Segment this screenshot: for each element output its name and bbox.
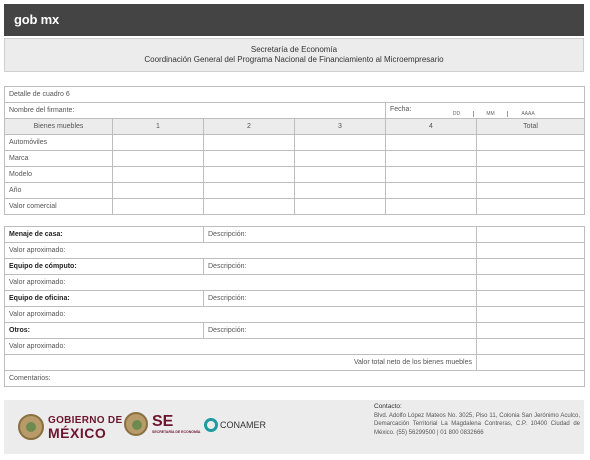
header-secretaria: Secretaría de Economía [250,45,338,54]
cell-input[interactable] [386,151,477,167]
date-aaaa: AAAA [521,111,535,117]
date-label: Fecha: [390,106,412,113]
cell-input[interactable] [295,199,386,215]
otros-total-cell[interactable] [477,323,585,339]
cell-input[interactable] [295,167,386,183]
cell-input[interactable] [113,151,204,167]
col-1: 1 [113,119,204,135]
description-label: Descripción: [208,231,247,238]
row-marca-label: Marca [5,151,113,167]
se-seal-icon [124,412,148,436]
detail-title: Detalle de cuadro 6 [5,87,585,103]
total-net-label: Valor total neto de los bienes muebles [5,355,477,371]
otros-approx-value-field[interactable] [5,339,477,355]
menaje-approx-value-field[interactable] [5,243,477,259]
gob-line2: MÉXICO [48,425,107,441]
date-mm: MM [474,111,508,117]
row-automoviles-label: Automóviles [5,135,113,151]
computo-total-cell[interactable] [477,259,585,275]
cell-input[interactable] [386,199,477,215]
cell-input[interactable] [477,135,585,151]
cell-input[interactable] [204,199,295,215]
se-long: SECRETARÍA DE ECONOMÍA [152,430,201,434]
assets-table [4,86,585,215]
approx-value-label: Valor aproximado: [9,279,66,286]
contact-info [374,403,580,437]
approx-value-label: Valor aproximado: [9,311,66,318]
conamer-logo [204,418,266,432]
computo-approx-value-field[interactable] [5,275,477,291]
footer [4,400,584,454]
description-label: Descripción: [208,327,247,334]
contact-title: Contacto: [374,403,402,410]
cell-input[interactable] [204,183,295,199]
goods-table [4,226,585,387]
row-valor-comercial-label: Valor comercial [5,199,113,215]
menaje-total-cell[interactable] [477,227,585,243]
menaje-description-field[interactable] [204,227,477,243]
oficina-approx-cell[interactable] [477,307,585,323]
description-label: Descripción: [208,295,247,302]
secretaria-economia-logo [124,412,200,436]
signer-name-label: Nombre del firmante: [9,107,75,114]
cell-input[interactable] [113,135,204,151]
comments-field[interactable] [5,371,585,387]
cell-input[interactable] [295,151,386,167]
se-short: SE [152,413,174,430]
cell-input[interactable] [477,183,585,199]
otros-description-field[interactable] [204,323,477,339]
cell-input[interactable] [204,151,295,167]
date-field[interactable] [386,103,585,119]
gobmx-logo[interactable]: gob mx [14,12,60,27]
cell-input[interactable] [477,199,585,215]
cell-input[interactable] [113,167,204,183]
col-4: 4 [386,119,477,135]
cell-input[interactable] [295,135,386,151]
signer-name-field[interactable] [5,103,386,119]
header-coordinacion: Coordinación General del Programa Nacional de Financiamiento al Microempresario [144,55,444,64]
conamer-text: CONAMER [220,419,267,430]
col-bienes-muebles: Bienes muebles [5,119,113,135]
page-header [4,38,584,72]
menaje-approx-cell[interactable] [477,243,585,259]
otros-label: Otros: [5,323,204,339]
cell-input[interactable] [386,183,477,199]
approx-value-label: Valor aproximado: [9,247,66,254]
col-2: 2 [204,119,295,135]
col-total: Total [477,119,585,135]
col-3: 3 [295,119,386,135]
date-format [440,111,548,117]
conamer-circle-icon [204,418,218,432]
computo-label: Equipo de cómputo: [5,259,204,275]
mexico-seal-icon [18,414,44,440]
contact-text: Blvd. Adolfo López Mateos No. 3025, Piso 11, Colonia San Jerónimo Aculco, Demarcación Territorial La Magdalena Contreras, C.P. 10400 Ciudad de México. (55) 56299500 | 01 800 0832666 [374,412,580,436]
cell-input[interactable] [477,167,585,183]
cell-input[interactable] [477,151,585,167]
gobierno-de-mexico-logo [18,410,122,444]
cell-input[interactable] [113,183,204,199]
comments-label: Comentarios: [9,375,51,382]
total-net-cell[interactable] [477,355,585,371]
row-modelo-label: Modelo [5,167,113,183]
cell-input[interactable] [386,167,477,183]
row-anio-label: Año [5,183,113,199]
oficina-description-field[interactable] [204,291,477,307]
cell-input[interactable] [204,135,295,151]
date-dd: DD [440,111,474,117]
gob-line1: GOBIERNO DE [48,415,123,426]
computo-description-field[interactable] [204,259,477,275]
otros-approx-cell[interactable] [477,339,585,355]
top-bar [4,4,584,36]
oficina-total-cell[interactable] [477,291,585,307]
cell-input[interactable] [204,167,295,183]
computo-approx-cell[interactable] [477,275,585,291]
oficina-approx-value-field[interactable] [5,307,477,323]
cell-input[interactable] [295,183,386,199]
cell-input[interactable] [113,199,204,215]
oficina-label: Equipo de oficina: [5,291,204,307]
approx-value-label: Valor aproximado: [9,343,66,350]
description-label: Descripción: [208,263,247,270]
menaje-label: Menaje de casa: [5,227,204,243]
cell-input[interactable] [386,135,477,151]
